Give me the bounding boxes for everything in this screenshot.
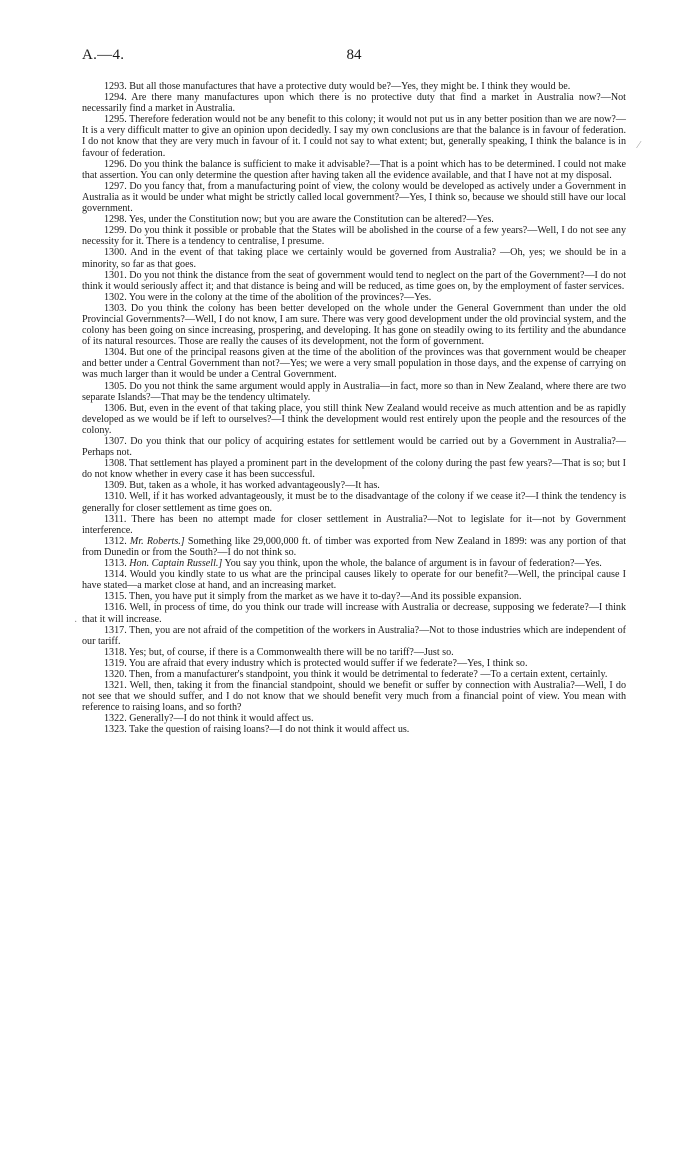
paragraph-text: 1303. Do you think the colony has been better developed on the whole under the General Government than under the old Provincial Governments?—Well, I do not know, I am sure. There was very good development under the old provincial system, and the colony has been going on since increasing, prospering, and developing. It has gone on steadily owing to its fertility and the abundance of its natural resources. Those are really the causes of its development, not the form of government. [82,302,626,348]
paragraph-text: 1319. You are afraid that every industry which is protected would suffer if we federate?—Yes, I think so. [104,657,528,669]
question-paragraph [82,270,626,292]
margin-mark: · [74,617,78,628]
paragraph-text: Something like 29,000,000 ft. of timber was exported from New Zealand in 1899: was any portion of that from Dunedin or from the South?—I do not think so. [82,535,627,558]
question-paragraph [82,403,626,436]
document-reference: A.—4. [82,47,125,63]
question-paragraph [82,458,626,480]
evidence-text [82,81,626,736]
question-paragraph [82,536,626,558]
question-paragraph [82,669,626,680]
question-paragraph [82,602,626,624]
paragraph-text: 1317. Then, you are not afraid of the competition of the workers in Australia?—Not to those industries which are independent of our tariff. [82,624,626,647]
paragraph-text: 1294. Are there many manufactures upon which there is no protective duty that find a market in Australia now?—Not necessarily find a market in Australia. [82,92,626,115]
paragraph-text: 1314. Would you kindly state to us what are the principal causes likely to operate for our benefit?—Well, the principal cause I have stated—a market close at hand, and an increasing market. [82,569,626,592]
paragraph-text: 1298. Yes, under the Constitution now; but you are aware the Constitution can be altered?—Yes. [104,214,494,226]
question-paragraph [82,247,626,269]
question-paragraph [82,724,626,735]
paragraph-text: 1295. Therefore federation would not be any benefit to this colony; it would not put us in any better position than we are now?—It is a very difficult matter to give an opinion upon decidedly. I say my own conclusions are that the balance is in favour of federation. I do not know that they are very much in favour of it. I could not say to what extent; but, generally speaking, I think the balance is in favour of federation. [82,114,626,159]
paragraph-text: 1310. Well, if it has worked advantageously, it must be to the disadvantage of the colony if we cease it?—I think the tendency is generally for closer settlement as time goes on. [82,491,626,514]
paragraph-text: 1322. Generally?—I do not think it would affect us. [104,713,314,725]
paragraph-text: 1323. Take the question of raising loans?—I do not think it would affect us. [104,724,410,736]
question-paragraph [82,558,626,569]
paragraph-text: 1296. Do you think the balance is sufficient to make it advisable?—That is a point which has to be determined. I could not make that assertion. You can only determine the question after having taken all the evidence available, and that I have not at my disposal. [82,158,626,181]
question-number: 1312. [104,535,130,547]
paragraph-text: 1309. But, taken as a whole, it has worked advantageously?—It has. [104,480,380,492]
question-number: 1313. [104,558,130,570]
question-paragraph [82,569,626,591]
paragraph-text: You say you think, upon the whole, the balance of argument is in favour of federation?—Yes. [222,558,602,570]
paragraph-text: 1311. There has been no attempt made for closer settlement in Australia?—Not to legislate for it—not by Government interference. [82,513,626,536]
question-paragraph [82,625,626,647]
question-paragraph [82,347,626,380]
page-number: 84 [346,47,362,63]
speaker-name: Mr. Roberts.] [129,535,185,547]
question-paragraph [82,214,626,225]
paragraph-text: 1308. That settlement has played a prominent part in the development of the colony during the past few years?—That is so; but I do not know whether in every case it has been successful. [82,458,626,481]
paragraph-text: 1299. Do you think it possible or probable that the States will be abolished in the course of a few years?—Well, I do not see any necessity for it. There is a tendency to centralise, I presume. [82,225,626,248]
question-paragraph [82,114,626,158]
question-paragraph [82,713,626,724]
question-paragraph [82,381,626,403]
paragraph-text: 1315. Then, you have put it simply from the market as we have it to-day?—And its possible expansion. [104,591,522,603]
question-paragraph [82,680,626,713]
paragraph-text: 1306. But, even in the event of that taking place, you still think New Zealand would receive as much attention and be as rapidly developed as we would be if left to ourselves?—I think the development would rest entirely upon the people and the resources of the colony. [82,402,626,436]
question-paragraph [82,92,626,114]
paragraph-text: 1316. Well, in process of time, do you think our trade will increase with Australia or decrease, supposing we federate?—I think that it will increase. [82,602,626,625]
paragraph-text: 1301. Do you not think the distance from the seat of government would tend to neglect on the part of the Government?—I do not think it would seriously affect it; and that distance is being and will be reduced, as time goes on, by the employment of faster services. [82,269,626,292]
paragraph-text: 1305. Do you not think the same argument would apply in Australia—in fact, more so than in New Zealand, where there are two separate Islands?—That may be the tendency ultimately. [82,380,626,403]
margin-mark: ⁄ [638,140,640,151]
speaker-name: Hon. Captain Russell.] [129,558,223,570]
paragraph-text: 1300. And in the event of that taking place we certainly would be governed from Australia? —Oh, yes; we should be in a minority, so far as that goes. [82,247,626,270]
question-paragraph [82,181,626,214]
question-paragraph [82,647,626,658]
question-paragraph [82,292,626,303]
page-header [82,47,626,69]
paragraph-text: 1320. Then, from a manufacturer's standpoint, you think it would be detrimental to federate? —To a certain extent, certainly. [104,668,608,680]
paragraph-text: 1307. Do you think that our policy of acquiring estates for settlement would be carried out by a Government in Australia?—Perhaps not. [82,436,626,459]
question-paragraph [82,491,626,513]
paragraph-text: 1293. But all those manufactures that have a protective duty would be?—Yes, they might be. I think they would be. [104,81,571,92]
question-paragraph [82,436,626,458]
paragraph-text: 1304. But one of the principal reasons given at the time of the abolition of the provinces was that government would be cheaper and better under a Central Government than not?—Yes; we were a very small population in those days, and the expense of carrying on was much larger than it would be under a Central Government. [82,347,626,381]
question-paragraph [82,591,626,602]
paragraph-text: 1318. Yes; but, of course, if there is a Commonwealth there will be no tariff?—Just so. [104,646,454,658]
paragraph-text: 1302. You were in the colony at the time of the abolition of the provinces?—Yes. [104,291,432,303]
paragraph-text: 1321. Well, then, taking it from the financial standpoint, should we benefit or suffer by connection with Australia?—Well, I do not see that we should suffer, and I do not know that we should benefit very much from a financial point of view. You mean with reference to raising loans, and so forth? [82,680,626,714]
question-paragraph [82,658,626,669]
question-paragraph [82,159,626,181]
question-paragraph [82,514,626,536]
question-paragraph [82,480,626,491]
question-paragraph [82,225,626,247]
paragraph-text: 1297. Do you fancy that, from a manufacturing point of view, the colony would be developed as actively under a Government in Australia as it would be under what might be strictly called local government?—Yes, I think so, because we should still have our local government. [82,180,626,215]
question-paragraph [82,303,626,347]
question-paragraph [82,81,626,92]
